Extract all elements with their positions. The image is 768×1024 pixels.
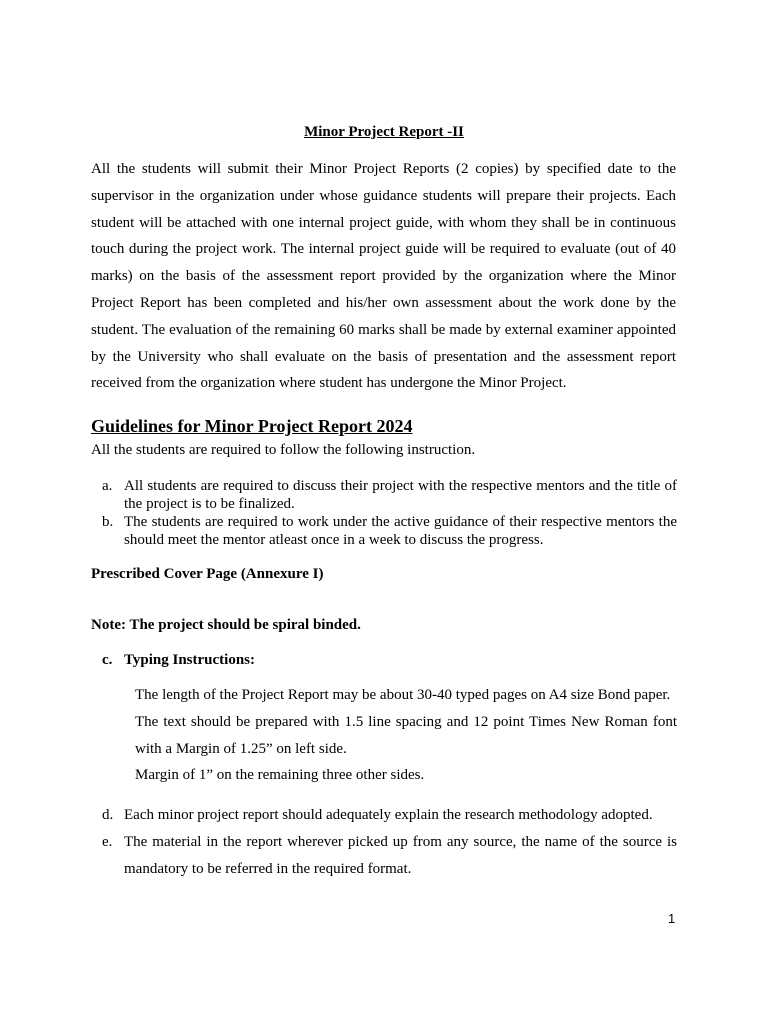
list-item-b: [91, 513, 677, 549]
list-marker-c: c.: [102, 652, 113, 668]
guidelines-subheading: All the students are required to follow the following instruction.: [91, 442, 476, 458]
cover-page-line: Prescribed Cover Page (Annexure I): [91, 566, 324, 582]
list-item-e: [91, 829, 677, 883]
list-item-d: [91, 802, 677, 829]
note-line: Note: The project should be spiral binded.: [91, 617, 361, 633]
intro-paragraph: All the students will submit their Minor Project Reports (2 copies) by specified date to the supervisor in the organization under whose guidance students will prepare their projects. Each student will be attached with one internal project guide, with whom they shall be in continuous touch during the project work. The internal project guide will be required to evaluate (out of 40 marks) on the basis of the assessment report provided by the organization where the Minor Project Report has been completed and his/her own assessment about the work done by the student. The evaluation of the remaining 60 marks shall be made by external examiner appointed by the University who shall evaluate on the basis of presentation and the assessment report received from the organization where student has undergone the Minor Project.: [91, 161, 676, 392]
list-marker-a: a.: [102, 478, 113, 494]
typing-instructions-label: Typing Instructions:: [124, 652, 256, 668]
page-number: 1: [668, 911, 676, 926]
list-item-c: [91, 651, 677, 669]
list-text-e: The material in the report wherever picked up from any source, the name of the source is mandatory to be referred in the required format.: [124, 834, 677, 877]
list-marker-b: b.: [102, 514, 114, 530]
typing-line-spacing: The text should be prepared with 1.5 line spacing and 12 point Times New Roman font with a Margin of 1.25” on left side.: [135, 713, 677, 757]
list-marker-d: d.: [102, 807, 114, 823]
list-text-a: All students are required to discuss their project with the respective mentors and the title of the project is to be finalized.: [124, 478, 677, 512]
list-item-a: [91, 477, 677, 513]
guidelines-heading: Guidelines for Minor Project Report 2024: [91, 416, 413, 436]
page-title-text: Minor Project Report -II: [304, 124, 464, 140]
typing-instructions-block: [135, 682, 677, 789]
page-title: [0, 124, 768, 141]
list-marker-e: e.: [102, 834, 113, 850]
list-text-b: The students are required to work under the active guidance of their respective mentors the should meet the mentor atleast once in a week to discuss the progress.: [124, 514, 677, 548]
typing-line-length: The length of the Project Report may be about 30-40 typed pages on A4 size Bond paper.: [135, 687, 671, 703]
list-text-d: Each minor project report should adequately explain the research methodology adopted.: [124, 807, 653, 823]
typing-line-margin: Margin of 1” on the remaining three other sides.: [135, 767, 425, 784]
